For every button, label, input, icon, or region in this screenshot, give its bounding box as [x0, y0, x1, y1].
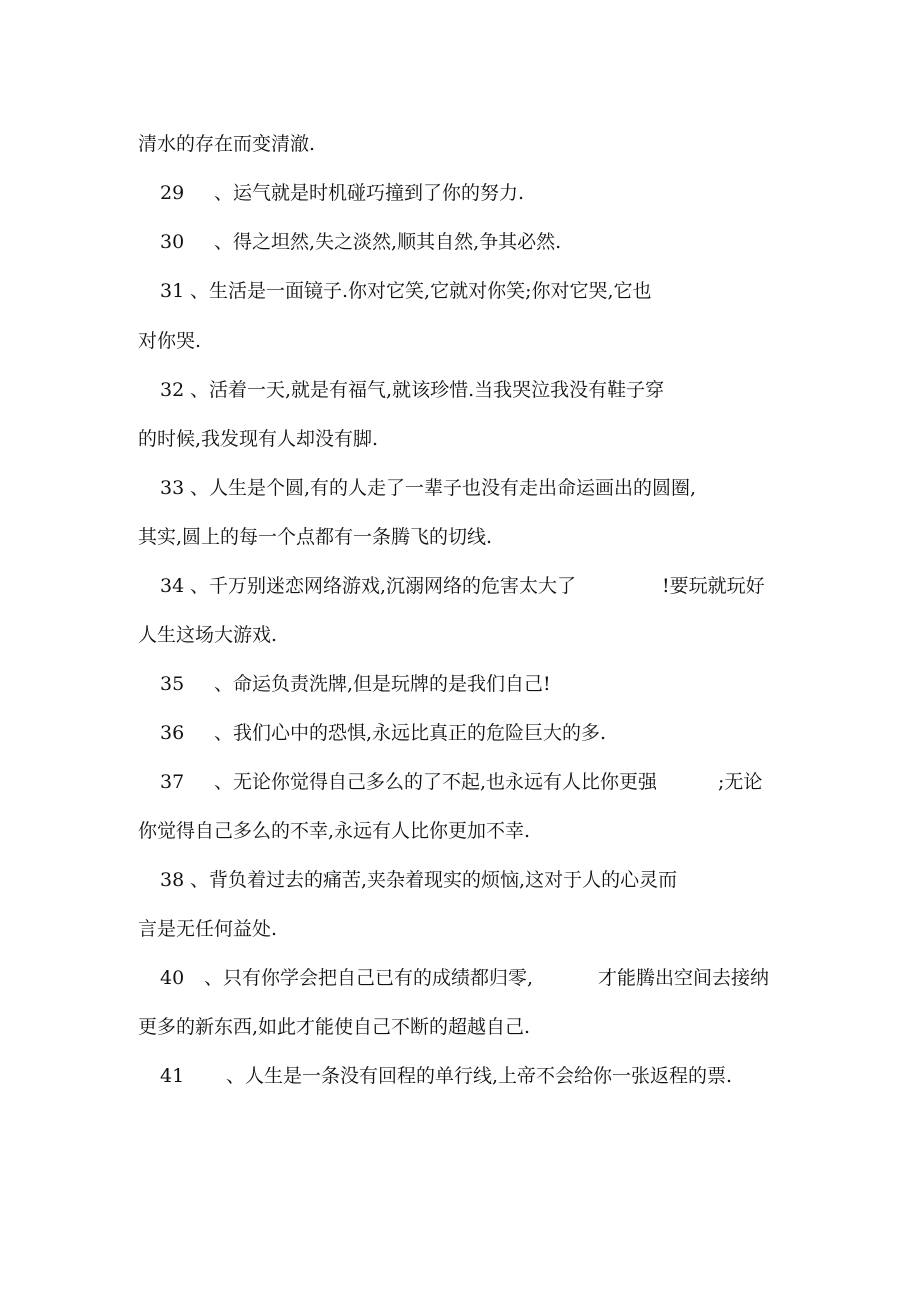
item-text: 、我们心中的恐惧,永远比真正的危险巨大的多. [214, 722, 607, 744]
item-number: 32 [160, 379, 185, 401]
item-text: 、生活是一面镜子.你对它笑,它就对你笑;你对它哭,它也 [190, 280, 652, 302]
item-number: 36 [160, 722, 185, 744]
item-text: 、得之坦然,失之淡然,顺其自然,争其必然. [214, 231, 562, 253]
item-number: 34 [160, 575, 185, 597]
item-number: 33 [160, 477, 185, 499]
item-number: 30 [160, 231, 185, 253]
text-line: 清水的存在而变清澈. [138, 133, 316, 155]
item-text: 、活着一天,就是有福气,就该珍惜.当我哭泣我没有鞋子穿 [190, 379, 665, 401]
item-text: 、无论你觉得自己多么的了不起,也永远有人比你更强 [214, 771, 658, 793]
item-text: 、运气就是时机碰巧撞到了你的努力. [214, 182, 525, 204]
item-text-tail: ;无论 [718, 771, 763, 793]
item-continuation: 人生这场大游戏. [138, 624, 278, 646]
item-continuation: 你觉得自己多么的不幸,永远有人比你更加不幸. [138, 820, 531, 842]
item-number: 40 [160, 967, 185, 989]
item-text-tail: !要玩就玩好 [662, 575, 765, 597]
item-number: 38 [160, 869, 185, 891]
item-text-tail: 才能腾出空间去接纳 [598, 967, 770, 989]
item-continuation: 的时候,我发现有人却没有脚. [138, 428, 379, 450]
item-number: 41 [160, 1065, 185, 1087]
item-continuation: 对你哭. [138, 330, 202, 352]
item-text: 、背负着过去的痛苦,夹杂着现实的烦恼,这对于人的心灵而 [190, 869, 678, 891]
item-continuation: 其实,圆上的每一个点都有一条腾飞的切线. [138, 526, 493, 548]
item-text: 、人生是一条没有回程的单行线,上帝不会给你一张返程的票. [226, 1065, 733, 1087]
item-text: 、命运负责洗牌,但是玩牌的是我们自己! [214, 673, 551, 695]
item-number: 29 [160, 182, 185, 204]
item-text: 、只有你学会把自己已有的成绩都归零, [204, 967, 534, 989]
item-text: 、千万别迷恋网络游戏,沉溺网络的危害太大了 [190, 575, 577, 597]
item-number: 37 [160, 771, 185, 793]
item-continuation: 言是无任何益处. [138, 918, 278, 940]
item-continuation: 更多的新东西,如此才能使自己不断的超越自己. [138, 1016, 531, 1038]
item-text: 、人生是个圆,有的人走了一辈子也没有走出命运画出的圆圈, [190, 477, 697, 499]
item-number: 31 [160, 280, 185, 302]
item-number: 35 [160, 673, 185, 695]
